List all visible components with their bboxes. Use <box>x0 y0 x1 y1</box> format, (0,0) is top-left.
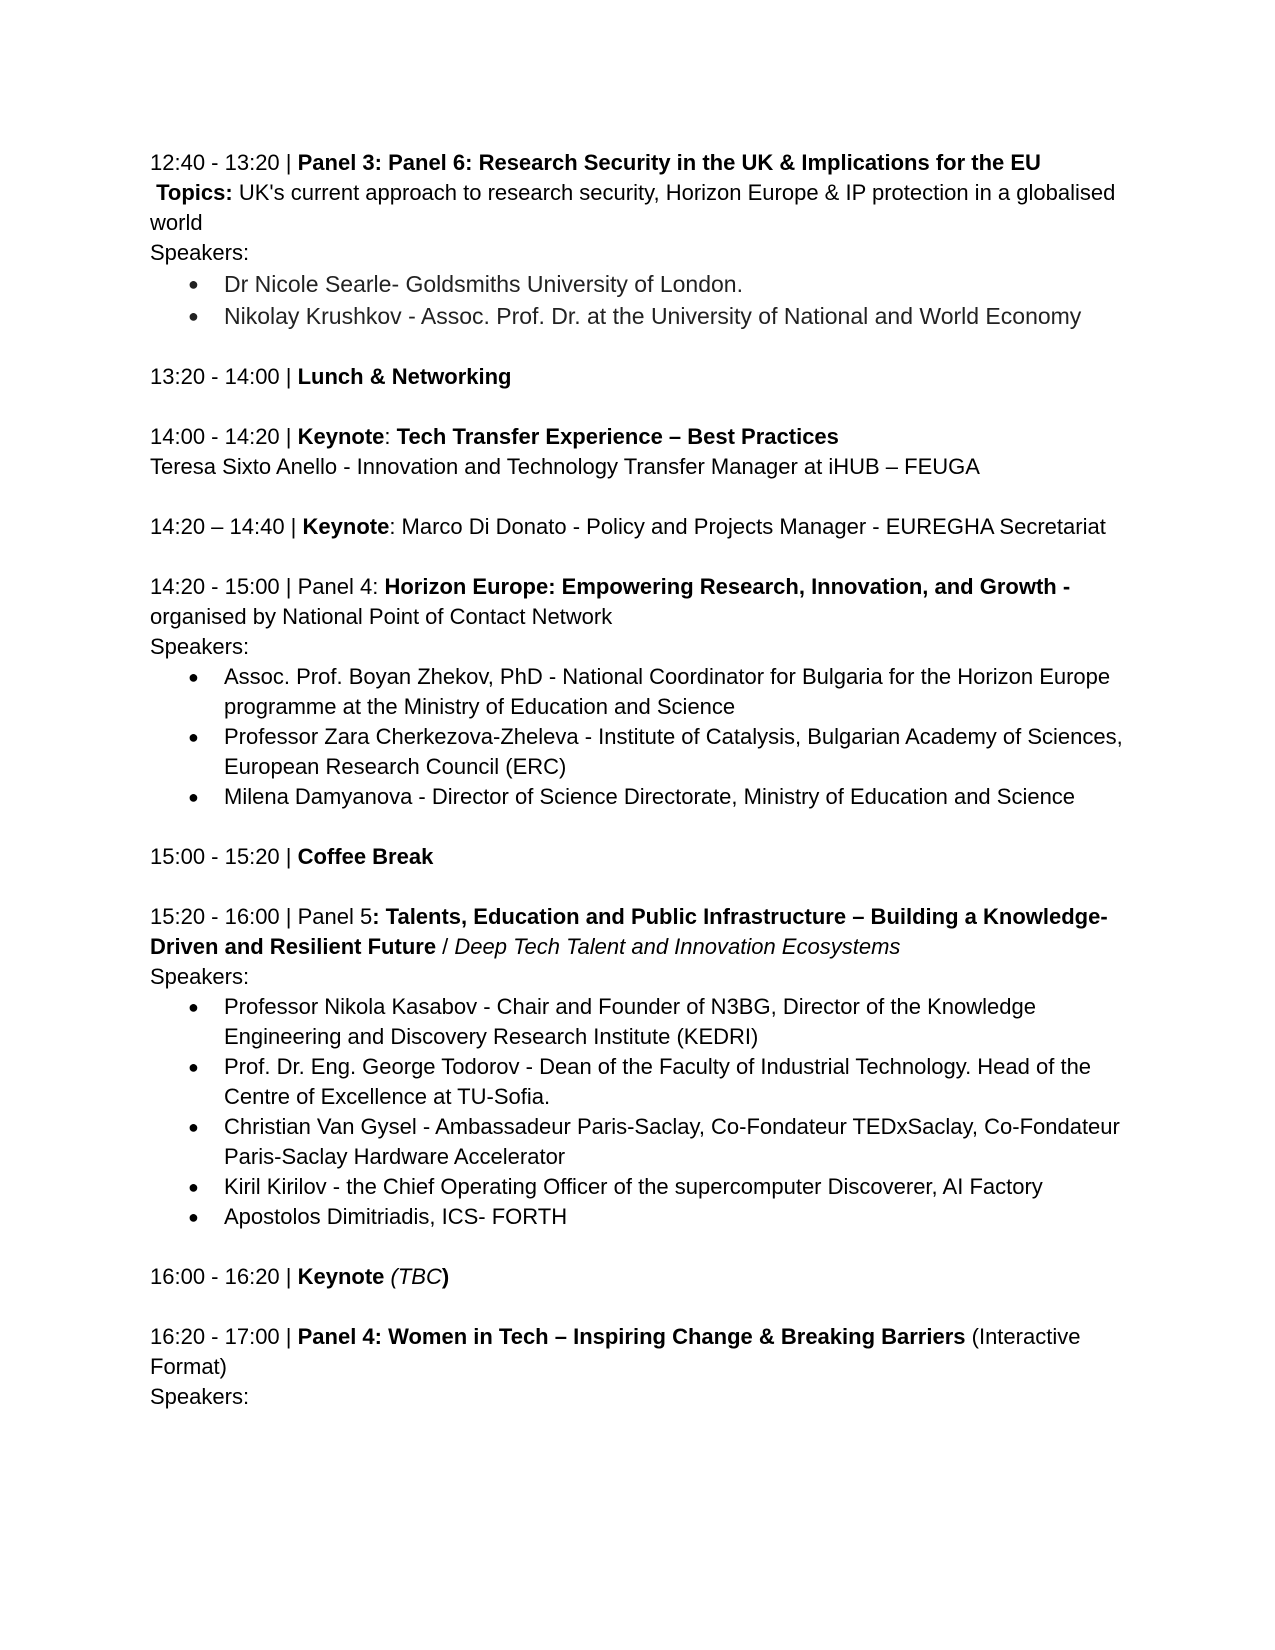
session-time: 13:20 - 14:00 | <box>150 364 298 389</box>
session-title: Panel 3: Panel 6: Research Security in the UK & Implications for the EU <box>297 150 1041 175</box>
session-title: Tech Transfer Experience – Best Practices <box>396 424 839 449</box>
speakers-label: Speakers: <box>150 240 250 265</box>
session-coffee-break <box>150 842 1130 872</box>
session-time: 14:20 – 14:40 | <box>150 514 303 539</box>
speaker-item: ● Milena Damyanova - Director of Science Directorate, Ministry of Education and Science <box>150 782 1130 812</box>
speaker-list <box>150 268 1130 332</box>
session-panel-women-in-tech <box>150 1322 1130 1412</box>
session-time: 14:00 - 14:20 | <box>150 424 298 449</box>
session-time: 14:20 - 15:00 | Panel 4: <box>150 574 385 599</box>
session-keynote-euregha <box>150 512 1130 542</box>
session-speaker: Teresa Sixto Anello - Innovation and Technology Transfer Manager at iHUB – FEUGA <box>150 454 980 479</box>
session-detail: (Interactive Format) <box>150 1324 1081 1379</box>
speaker-item: ● Professor Nikola Kasabov - Chair and Founder of N3BG, Director of the Knowledge Engineering and Discovery Research Institute (KEDRI) <box>150 992 1130 1052</box>
session-heading <box>150 148 1130 178</box>
agenda-page <box>150 148 1130 1412</box>
session-title: Horizon Europe: Empowering Research, Innovation, and Growth - <box>384 574 1071 599</box>
separator: : <box>384 424 397 449</box>
topics-text: UK's current approach to research security, Horizon Europe & IP protection in a globalised world <box>150 180 1116 235</box>
session-panel-research-security <box>150 148 1130 332</box>
session-lunch <box>150 362 1130 392</box>
speaker-item: ● Kiril Kirilov - the Chief Operating Officer of the supercomputer Discoverer, AI Factory <box>150 1172 1130 1202</box>
session-keynote-tbc <box>150 1262 1130 1292</box>
speaker-item: ● Apostolos Dimitriadis, ICS- FORTH <box>150 1202 1130 1232</box>
session-kind: Keynote <box>302 514 390 539</box>
session-heading <box>150 512 1130 542</box>
speaker-list <box>150 662 1130 812</box>
session-time: 16:00 - 16:20 | <box>150 1264 298 1289</box>
session-panel-talents <box>150 902 1130 1232</box>
session-heading <box>150 422 1130 452</box>
speaker-item: ● Assoc. Prof. Boyan Zhekov, PhD - National Coordinator for Bulgaria for the Horizon Europe programme at the Ministry of Education and Science <box>150 662 1130 722</box>
tbc-label: TBC <box>397 1264 442 1289</box>
session-title: Lunch & Networking <box>297 364 512 389</box>
session-time: 15:20 - 16:00 | Panel 5 <box>150 904 373 929</box>
speaker-list <box>150 992 1130 1232</box>
session-title: Coffee Break <box>297 844 434 869</box>
speaker-item: ● Dr Nicole Searle- Goldsmiths University of London. <box>150 268 1130 300</box>
session-panel-horizon-europe <box>150 572 1130 812</box>
speaker-item: ● Nikolay Krushkov - Assoc. Prof. Dr. at the University of National and World Economy <box>150 300 1130 332</box>
session-heading <box>150 572 1130 632</box>
topics-label: Topics: <box>156 180 233 205</box>
session-kind: Keynote <box>297 424 385 449</box>
session-title: : Talents, Education and Public Infrastructure – Building a Knowledge-Driven and Resilient Future <box>150 904 1108 959</box>
session-detail: : Marco Di Donato - Policy and Projects Manager - EUREGHA Secretariat <box>389 514 1106 539</box>
speaker-item: ● Prof. Dr. Eng. George Todorov - Dean of the Faculty of Industrial Technology. Head of the Centre of Excellence at TU-Sofia. <box>150 1052 1130 1112</box>
session-time: 12:40 - 13:20 | <box>150 150 298 175</box>
session-time: 16:20 - 17:00 | <box>150 1324 298 1349</box>
speakers-label: Speakers: <box>150 1384 250 1409</box>
speakers-label: Speakers: <box>150 634 250 659</box>
speakers-label: Speakers: <box>150 964 250 989</box>
session-kind: Keynote <box>297 1264 385 1289</box>
speaker-item: ● Christian Van Gysel - Ambassadeur Paris-Saclay, Co-Fondateur TEDxSaclay, Co-Fondateur Paris-Saclay Hardware Accelerator <box>150 1112 1130 1172</box>
session-heading <box>150 1322 1130 1382</box>
session-topics <box>150 178 1130 238</box>
session-detail: organised by National Point of Contact Network <box>150 604 613 629</box>
session-time: 15:00 - 15:20 | <box>150 844 298 869</box>
session-subtitle: Deep Tech Talent and Innovation Ecosystems <box>454 934 901 959</box>
session-heading <box>150 1262 1130 1292</box>
session-heading <box>150 842 1130 872</box>
session-heading <box>150 902 1130 962</box>
session-keynote-tech-transfer <box>150 422 1130 482</box>
speaker-item: ● Professor Zara Cherkezova-Zheleva - Institute of Catalysis, Bulgarian Academy of Sciences, European Research Council (ERC) <box>150 722 1130 782</box>
session-heading <box>150 362 1130 392</box>
session-title: Panel 4: Women in Tech – Inspiring Change & Breaking Barriers <box>297 1324 966 1349</box>
separator: / <box>436 934 455 959</box>
paren-close: ) <box>441 1264 450 1289</box>
paren-open: ( <box>384 1264 398 1289</box>
